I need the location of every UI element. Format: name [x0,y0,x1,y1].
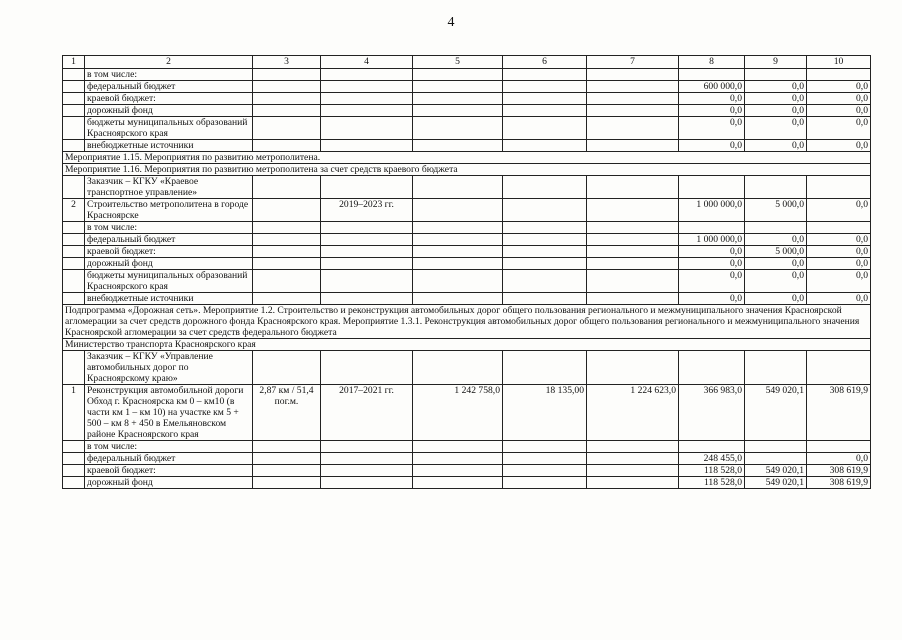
table-row [63,441,871,453]
item-name-cell: дорожный фонд [85,105,253,117]
value-cell [587,176,679,199]
table-row [63,81,871,93]
row-number-cell [63,93,85,105]
value-cell [587,477,679,489]
value-cell [413,465,503,477]
row-number-cell: 1 [63,385,85,441]
value-cell [587,199,679,222]
table-row [63,246,871,258]
table-row [63,453,871,465]
value-cell [587,270,679,293]
value-cell [413,453,503,465]
item-name-cell: в том числе: [85,441,253,453]
value-cell [321,117,413,140]
value-cell: 0,0 [807,246,871,258]
value-cell: 0,0 [745,117,807,140]
value-cell [321,441,413,453]
table-row [63,258,871,270]
row-number-cell [63,258,85,270]
item-name-cell: федеральный бюджет [85,81,253,93]
value-cell [745,69,807,81]
value-cell [253,117,321,140]
value-cell [503,258,587,270]
value-cell [321,453,413,465]
column-header: 8 [679,56,745,69]
value-cell: 0,0 [745,81,807,93]
item-name-cell: краевой бюджет: [85,93,253,105]
row-number-cell [63,453,85,465]
item-name-cell: краевой бюджет: [85,465,253,477]
item-name-cell: федеральный бюджет [85,453,253,465]
table-row [63,270,871,293]
row-number-cell [63,441,85,453]
value-cell: 1 000 000,0 [679,234,745,246]
value-cell [253,234,321,246]
value-cell [253,270,321,293]
value-cell [745,351,807,385]
value-cell [321,69,413,81]
value-cell: 0,0 [745,105,807,117]
value-cell [807,441,871,453]
section-heading: Мероприятие 1.15. Мероприятия по развитию метрополитена. [63,152,871,164]
value-cell: 2017–2021 гг. [321,385,413,441]
value-cell [503,441,587,453]
value-cell: 18 135,00 [503,385,587,441]
column-header: 9 [745,56,807,69]
value-cell: 0,0 [807,140,871,152]
value-cell: 308 619,9 [807,477,871,489]
value-cell [253,441,321,453]
value-cell [807,351,871,385]
value-cell: 248 455,0 [679,453,745,465]
value-cell [253,140,321,152]
item-name-cell: бюджеты муниципальных образований Красноярского края [85,270,253,293]
value-cell [253,465,321,477]
value-cell [413,246,503,258]
value-cell: 118 528,0 [679,477,745,489]
value-cell: 0,0 [679,117,745,140]
value-cell [503,69,587,81]
value-cell [503,351,587,385]
table-row [63,351,871,385]
row-number-cell [63,117,85,140]
value-cell [807,176,871,199]
value-cell [253,222,321,234]
value-cell [503,453,587,465]
value-cell [745,441,807,453]
column-header: 5 [413,56,503,69]
column-header: 1 [63,56,85,69]
value-cell: 0,0 [807,293,871,305]
value-cell [321,351,413,385]
item-name-cell: внебюджетные источники [85,140,253,152]
budget-table [62,55,871,489]
row-number-cell [63,176,85,199]
value-cell [587,81,679,93]
value-cell: 0,0 [807,270,871,293]
value-cell [503,270,587,293]
column-header: 6 [503,56,587,69]
value-cell [413,93,503,105]
value-cell [253,69,321,81]
item-name-cell: в том числе: [85,69,253,81]
item-name-cell: дорожный фонд [85,477,253,489]
table-row [63,222,871,234]
section-row [63,305,871,339]
value-cell [503,477,587,489]
row-number-cell [63,81,85,93]
value-cell [745,222,807,234]
value-cell: 0,0 [745,270,807,293]
value-cell [321,176,413,199]
value-cell [321,222,413,234]
value-cell: 1 242 758,0 [413,385,503,441]
value-cell: 366 983,0 [679,385,745,441]
value-cell [413,234,503,246]
table-row [63,69,871,81]
value-cell [679,441,745,453]
value-cell: 549 020,1 [745,385,807,441]
value-cell [807,69,871,81]
value-cell: 1 224 623,0 [587,385,679,441]
row-number-cell [63,270,85,293]
value-cell [413,199,503,222]
section-row [63,339,871,351]
value-cell [587,246,679,258]
row-number-cell [63,140,85,152]
item-name-cell: Заказчик – КГКУ «Краевое транспортное управление» [85,176,253,199]
value-cell: 0,0 [807,93,871,105]
value-cell [253,81,321,93]
value-cell: 600 000,0 [679,81,745,93]
value-cell [413,222,503,234]
value-cell [413,81,503,93]
section-row [63,152,871,164]
value-cell [413,270,503,293]
value-cell [413,105,503,117]
value-cell [321,477,413,489]
value-cell [321,93,413,105]
page-number: 4 [447,15,455,30]
value-cell: 308 619,9 [807,465,871,477]
column-header: 4 [321,56,413,69]
value-cell [321,105,413,117]
value-cell [587,465,679,477]
value-cell [321,81,413,93]
value-cell [503,93,587,105]
column-header: 7 [587,56,679,69]
section-heading: Подпрограмма «Дорожная сеть». Мероприятие 1.2. Строительство и реконструкция автомобильных дорог общего пользования регионального и межмуниципального значения Красноярской агломерации за счет средств дорожного фонда Красноярского края. Мероприятие 1.3.1. Реконструкция автомобильных дорог общего пользования регионального и межмуниципального значения Красноярской агломерации за счет средств федерального бюджета [63,305,871,339]
value-cell [503,246,587,258]
table-row [63,176,871,199]
value-cell [413,176,503,199]
row-number-cell [63,105,85,117]
value-cell: 0,0 [745,140,807,152]
value-cell [587,117,679,140]
value-cell: 0,0 [745,293,807,305]
value-cell [321,465,413,477]
value-cell: 118 528,0 [679,465,745,477]
value-cell [413,441,503,453]
value-cell [253,105,321,117]
row-number-cell [63,351,85,385]
value-cell [503,465,587,477]
value-cell: 0,0 [679,105,745,117]
value-cell [503,176,587,199]
value-cell: 0,0 [679,270,745,293]
item-name-cell: Заказчик – КГКУ «Управление автомобильных дорог по Красноярскому краю» [85,351,253,385]
value-cell: 0,0 [745,234,807,246]
column-header: 2 [85,56,253,69]
item-name-cell: в том числе: [85,222,253,234]
table-row [63,140,871,152]
value-cell [321,246,413,258]
value-cell: 0,0 [679,293,745,305]
item-name-cell: федеральный бюджет [85,234,253,246]
value-cell: 0,0 [807,453,871,465]
value-cell [587,222,679,234]
table-row [63,477,871,489]
value-cell: 0,0 [807,117,871,140]
value-cell [587,234,679,246]
value-cell [587,293,679,305]
value-cell [321,140,413,152]
value-cell [253,453,321,465]
row-number-cell [63,293,85,305]
row-number-cell [63,477,85,489]
value-cell: 2019–2023 гг. [321,199,413,222]
value-cell [503,140,587,152]
value-cell [413,140,503,152]
column-header: 3 [253,56,321,69]
item-name-cell: бюджеты муниципальных образований Красноярского края [85,117,253,140]
value-cell [587,140,679,152]
value-cell: 5 000,0 [745,199,807,222]
value-cell: 2,87 км / 51,4 пог.м. [253,385,321,441]
value-cell: 0,0 [745,258,807,270]
value-cell [503,199,587,222]
value-cell [679,69,745,81]
section-heading: Министерство транспорта Красноярского края [63,339,871,351]
value-cell [587,93,679,105]
value-cell [253,246,321,258]
value-cell [321,293,413,305]
table-row [63,385,871,441]
value-cell: 1 000 000,0 [679,199,745,222]
value-cell: 0,0 [807,105,871,117]
value-cell [587,69,679,81]
value-cell [413,69,503,81]
table-row [63,465,871,477]
value-cell [679,176,745,199]
value-cell [807,222,871,234]
row-number-cell: 2 [63,199,85,222]
value-cell: 0,0 [807,199,871,222]
value-cell [413,293,503,305]
value-cell [253,93,321,105]
value-cell [253,477,321,489]
value-cell [253,258,321,270]
value-cell [503,222,587,234]
column-header-row [63,56,871,69]
value-cell [587,258,679,270]
value-cell [503,105,587,117]
column-header: 10 [807,56,871,69]
item-name-cell: Реконструкция автомобильной дороги Обход г. Красноярска км 0 – км10 (в части км 1 – км 10) на участке км 5 + 500 – км 8 + 450 в Емельяновском районе Красноярского края [85,385,253,441]
table-row [63,199,871,222]
value-cell [503,117,587,140]
value-cell [253,199,321,222]
value-cell [253,351,321,385]
item-name-cell: внебюджетные источники [85,293,253,305]
value-cell [321,258,413,270]
value-cell [587,453,679,465]
item-name-cell: краевой бюджет: [85,246,253,258]
value-cell: 0,0 [807,234,871,246]
value-cell: 549 020,1 [745,465,807,477]
value-cell: 0,0 [807,81,871,93]
item-name-cell: дорожный фонд [85,258,253,270]
value-cell [413,117,503,140]
value-cell [503,81,587,93]
value-cell: 5 000,0 [745,246,807,258]
value-cell [745,453,807,465]
value-cell: 0,0 [745,93,807,105]
value-cell [503,234,587,246]
item-name-cell: Строительство метрополитена в городе Красноярске [85,199,253,222]
value-cell [745,176,807,199]
table-row [63,234,871,246]
row-number-cell [63,246,85,258]
table-row [63,105,871,117]
table-row [63,293,871,305]
value-cell: 308 619,9 [807,385,871,441]
section-row [63,164,871,176]
value-cell [587,441,679,453]
value-cell [253,293,321,305]
value-cell: 0,0 [679,140,745,152]
value-cell: 549 020,1 [745,477,807,489]
section-heading: Мероприятие 1.16. Мероприятия по развитию метрополитена за счет средств краевого бюджета [63,164,871,176]
table-body [63,56,871,489]
value-cell [413,477,503,489]
value-cell: 0,0 [679,258,745,270]
table-row [63,117,871,140]
row-number-cell [63,222,85,234]
value-cell [587,351,679,385]
value-cell [413,258,503,270]
value-cell: 0,0 [679,246,745,258]
row-number-cell [63,465,85,477]
value-cell [587,105,679,117]
value-cell [321,234,413,246]
table-row [63,93,871,105]
value-cell: 0,0 [807,258,871,270]
value-cell [413,351,503,385]
value-cell: 0,0 [679,93,745,105]
row-number-cell [63,234,85,246]
value-cell [679,351,745,385]
row-number-cell [63,69,85,81]
value-cell [321,270,413,293]
value-cell [679,222,745,234]
value-cell [253,176,321,199]
value-cell [503,293,587,305]
